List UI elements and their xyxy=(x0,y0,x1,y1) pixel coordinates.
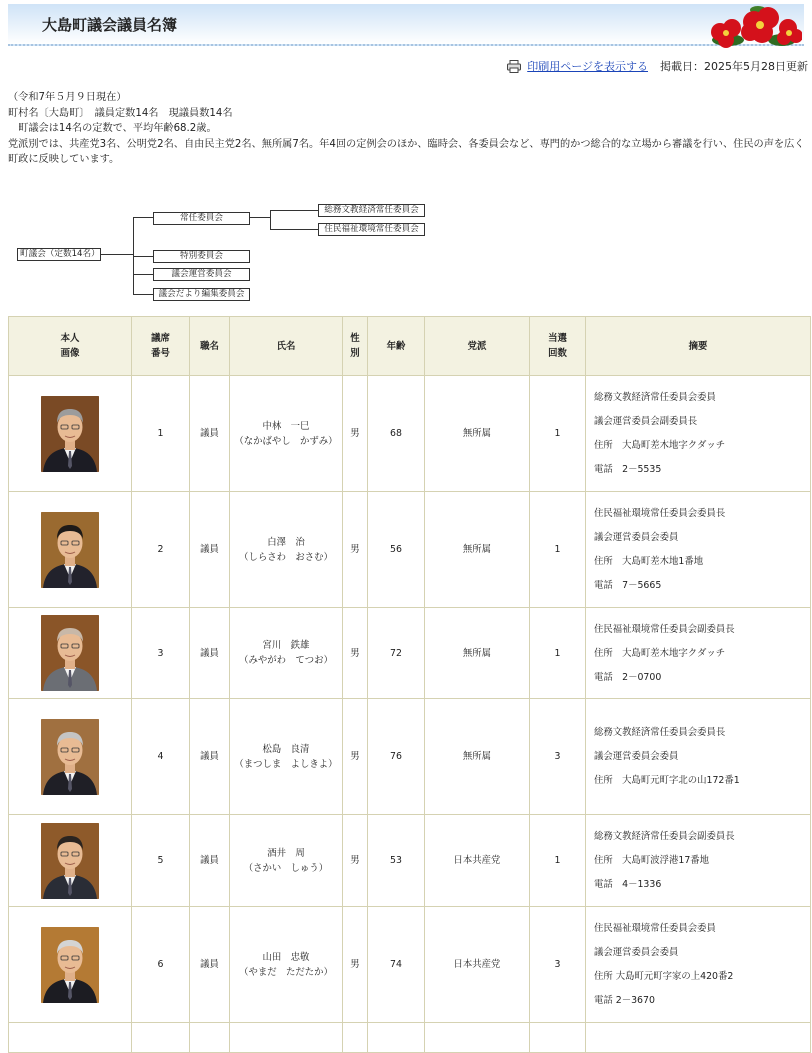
summary-line: 電話 4－1336 xyxy=(594,879,662,890)
photo-cell xyxy=(9,815,132,907)
org-special-committee: 特別委員会 xyxy=(153,250,250,263)
connector xyxy=(133,256,153,257)
table-row xyxy=(9,815,811,907)
summary-line: 議会運営委員会委員 xyxy=(594,947,679,958)
seat-number: 4 xyxy=(132,699,190,815)
member-summary xyxy=(586,376,811,492)
intro-parties: 党派別では、共産党3名、公明党2名、自由民主党2名、無所属7名。年4回の定例会のほか、臨時会、各委員会など、専門的かつ総合的な立場から審議を行い、住民の声を広く町政に反映しています。 xyxy=(8,138,805,165)
photo-cell xyxy=(9,907,132,1023)
photo-cell xyxy=(9,376,132,492)
member-age: 76 xyxy=(368,699,425,815)
connector xyxy=(270,210,271,229)
connector xyxy=(270,210,318,211)
toolbar xyxy=(507,58,808,74)
col-photo: 本人 画像 xyxy=(9,317,132,376)
summary-line: 電話 2－3670 xyxy=(594,995,655,1006)
org-general-affairs-committee: 総務文教経済常任委員会 xyxy=(318,204,425,217)
member-photo xyxy=(41,396,99,472)
connector xyxy=(133,294,153,295)
member-age: 74 xyxy=(368,907,425,1023)
member-name-cell xyxy=(230,608,343,699)
camellia-flower-icon xyxy=(698,0,802,48)
member-summary xyxy=(586,699,811,815)
photo-cell xyxy=(9,492,132,608)
table-row xyxy=(9,608,811,699)
member-name: 酒井 周 xyxy=(267,847,305,859)
connector xyxy=(270,229,318,230)
col-age: 年齢 xyxy=(368,317,425,376)
member-summary xyxy=(586,608,811,699)
member-sex: 男 xyxy=(343,376,368,492)
member-party: 無所属 xyxy=(425,376,530,492)
table-row xyxy=(9,1023,811,1053)
member-photo xyxy=(41,823,99,899)
member-summary xyxy=(586,815,811,907)
member-post: 議員 xyxy=(190,815,230,907)
intro-text xyxy=(8,90,808,168)
table-row xyxy=(9,907,811,1023)
member-summary xyxy=(586,1023,811,1053)
member-elected-count xyxy=(530,1023,586,1053)
committee-org-chart xyxy=(0,196,812,306)
member-photo xyxy=(41,512,99,588)
member-age: 68 xyxy=(368,376,425,492)
member-sex: 男 xyxy=(343,815,368,907)
print-page-link[interactable]: 印刷用ページを表示する xyxy=(527,60,648,73)
member-party: 日本共産党 xyxy=(425,815,530,907)
summary-line: 総務文教経済常任委員会委員長 xyxy=(594,727,726,738)
org-newsletter-committee: 議会だより編集委員会 xyxy=(153,288,250,301)
member-name-kana: （しらさわ おさむ） xyxy=(239,551,333,563)
member-name-cell xyxy=(230,1023,343,1053)
member-name: 松島 良清 xyxy=(262,743,310,755)
member-photo xyxy=(41,719,99,795)
member-name-kana: （やまだ ただたか） xyxy=(239,966,333,978)
members-table xyxy=(8,316,811,1053)
col-party: 党派 xyxy=(425,317,530,376)
connector xyxy=(248,217,270,218)
summary-line: 総務文教経済常任委員会委員 xyxy=(594,392,716,403)
member-sex: 男 xyxy=(343,699,368,815)
member-party: 日本共産党 xyxy=(425,907,530,1023)
member-party xyxy=(425,1023,530,1053)
summary-line: 電話 2－5535 xyxy=(594,464,662,475)
member-sex: 男 xyxy=(343,608,368,699)
table-row xyxy=(9,376,811,492)
connector xyxy=(133,217,153,218)
member-name-kana: （まつしま よしきよ） xyxy=(234,758,338,770)
member-name-cell xyxy=(230,699,343,815)
member-age: 56 xyxy=(368,492,425,608)
summary-line: 住所 大島町差木地字クダッチ xyxy=(594,647,726,659)
member-name-kana: （さかい しゅう） xyxy=(243,862,329,874)
member-party: 無所属 xyxy=(425,608,530,699)
member-elected-count: 3 xyxy=(530,907,586,1023)
summary-line: 住所 大島町波浮港17番地 xyxy=(594,855,710,866)
member-summary xyxy=(586,907,811,1023)
page-header-banner xyxy=(8,4,804,46)
member-name-cell xyxy=(230,376,343,492)
member-sex: 男 xyxy=(343,492,368,608)
org-welfare-committee: 住民福祉環境常任委員会 xyxy=(318,223,425,236)
summary-line: 総務文教経済常任委員会副委員長 xyxy=(594,831,735,842)
member-sex: 男 xyxy=(343,907,368,1023)
member-post: 議員 xyxy=(190,492,230,608)
photo-cell xyxy=(9,608,132,699)
summary-line: 議会運営委員会委員 xyxy=(594,751,679,762)
seat-number: 2 xyxy=(132,492,190,608)
member-elected-count: 1 xyxy=(530,608,586,699)
member-sex xyxy=(343,1023,368,1053)
seat-number: 6 xyxy=(132,907,190,1023)
member-name-kana: （みやがわ てつお） xyxy=(239,655,333,666)
member-elected-count: 1 xyxy=(530,376,586,492)
summary-line: 電話 2－0700 xyxy=(594,671,662,683)
member-post: 議員 xyxy=(190,907,230,1023)
member-party: 無所属 xyxy=(425,492,530,608)
member-photo xyxy=(41,615,99,691)
org-standing-committee: 常任委員会 xyxy=(153,212,250,225)
connector xyxy=(99,254,133,255)
member-elected-count: 3 xyxy=(530,699,586,815)
member-party: 無所属 xyxy=(425,699,530,815)
summary-line: 住所 大島町差木地字クダッチ xyxy=(594,440,726,451)
member-elected-count: 1 xyxy=(530,492,586,608)
summary-line: 住所 大島町元町字家の上420番2 xyxy=(594,971,734,982)
col-post: 職名 xyxy=(190,317,230,376)
member-post: 議員 xyxy=(190,608,230,699)
member-post: 議員 xyxy=(190,699,230,815)
member-name-cell xyxy=(230,907,343,1023)
member-post xyxy=(190,1023,230,1053)
update-date: 掲載日：2025年5月28日更新 xyxy=(660,60,808,73)
member-age xyxy=(368,1023,425,1053)
org-root-council: 町議会（定数14名） xyxy=(17,248,101,261)
col-sex: 性 別 xyxy=(343,317,368,376)
summary-line: 電話 7－5665 xyxy=(594,580,662,591)
col-summary: 摘要 xyxy=(586,317,811,376)
page-title: 大島町議会議員名簿 xyxy=(42,16,178,34)
seat-number xyxy=(132,1023,190,1053)
summary-line: 議会運営委員会副委員長 xyxy=(594,416,698,427)
summary-line: 住所 大島町差木地1番地 xyxy=(594,556,704,567)
member-post: 議員 xyxy=(190,376,230,492)
col-name: 氏名 xyxy=(230,317,343,376)
member-name: 白澤 治 xyxy=(267,536,305,548)
member-name: 中林 一巳 xyxy=(262,420,310,432)
table-row xyxy=(9,492,811,608)
member-age: 53 xyxy=(368,815,425,907)
photo-cell xyxy=(9,699,132,815)
seat-number: 5 xyxy=(132,815,190,907)
member-name-cell xyxy=(230,492,343,608)
table-header-row xyxy=(9,317,811,376)
org-steering-committee: 議会運営委員会 xyxy=(153,268,250,281)
summary-line: 住民福祉環境常任委員会副委員長 xyxy=(594,623,735,635)
table-row xyxy=(9,699,811,815)
seat-number: 3 xyxy=(132,608,190,699)
member-summary xyxy=(586,492,811,608)
intro-average-age: 町議会は14名の定数で、平均年齢68.2歳。 xyxy=(8,123,217,134)
member-name-kana: （なかばやし かずみ） xyxy=(234,435,338,447)
summary-line: 住所 大島町元町字北の山172番1 xyxy=(594,775,740,786)
summary-line: 住民福祉環境常任委員会委員 xyxy=(594,923,716,934)
summary-line: 住民福祉環境常任委員会委員長 xyxy=(594,508,726,519)
photo-cell xyxy=(9,1023,132,1053)
member-name-cell xyxy=(230,815,343,907)
member-photo xyxy=(41,927,99,1003)
printer-icon[interactable] xyxy=(507,60,521,73)
connector xyxy=(133,274,153,275)
member-elected-count: 1 xyxy=(530,815,586,907)
intro-quota: 町村名〔大島町〕 議員定数14名 現議員数14名 xyxy=(8,107,233,119)
members-table-body xyxy=(9,376,811,1053)
member-age: 72 xyxy=(368,608,425,699)
member-name: 山田 忠敬 xyxy=(262,951,310,963)
member-name: 宮川 鉄雄 xyxy=(262,640,310,651)
seat-number: 1 xyxy=(132,376,190,492)
summary-line: 議会運営委員会委員 xyxy=(594,532,679,543)
intro-date: （令和7年５月９日現在） xyxy=(8,92,127,103)
col-seat: 議席 番号 xyxy=(132,317,190,376)
col-elected: 当選 回数 xyxy=(530,317,586,376)
